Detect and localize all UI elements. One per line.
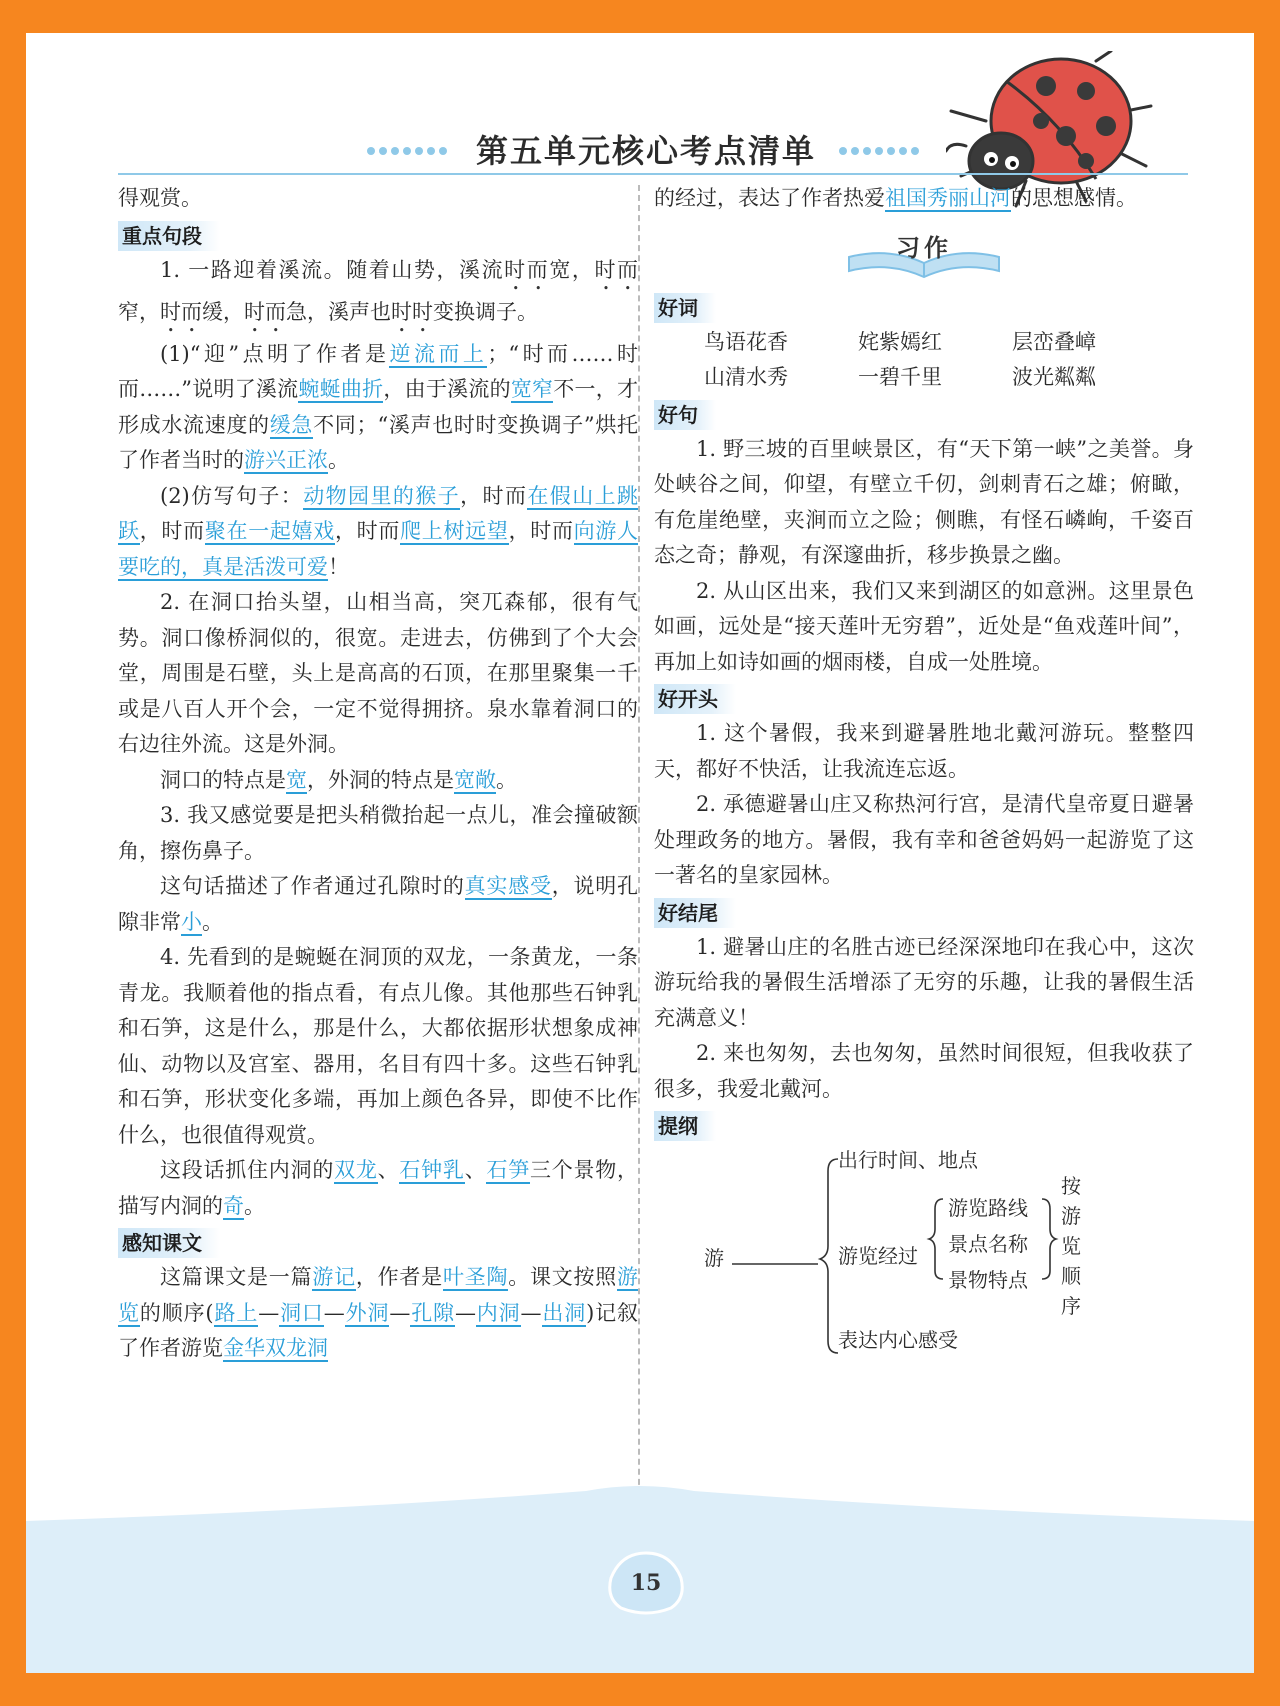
answer: 真实感受	[464, 874, 552, 898]
answer: 游记	[312, 1265, 356, 1289]
key-sentence-1: 1. 一路迎着溪流。随着山势，溪流时而宽，时而窄，时而缓，时而急，溪声也时时变换调子。	[118, 257, 639, 324]
answer: 向游人要吃的，真是活泼可爱	[118, 519, 639, 579]
good-sentence-1: 1. 野三坡的百里峡景区，有“天下第一峡”之美誉。身处峡谷之间，仰望，有壁立千仞，剑刺青石之雄；俯瞰，有危崖绝壁，夹涧而立之险；侧瞧，有怪石嶙峋，千姿百态之奇；静观，有深邃曲折，移步换景之幽。	[654, 436, 1194, 567]
right-column	[654, 181, 1194, 1361]
worksheet-page	[26, 33, 1254, 1673]
paragraph-carryover: 得观赏。	[118, 186, 202, 210]
header-dots-left	[366, 146, 456, 156]
word-item: 鸟语花香	[704, 329, 788, 354]
analysis-5: 这段话抓住内洞的双龙、石钟乳、石笋三个景物，描写内洞的奇。	[118, 1158, 639, 1218]
outline-diagram	[654, 1148, 1194, 1361]
good-opening-1: 1. 这个暑假，我来到避暑胜地北戴河游玩。整整四天，都好不快活，让我流连忘返。	[654, 721, 1194, 781]
column-divider	[638, 185, 640, 1545]
section-label-good-sentences: 好句	[654, 400, 716, 430]
page-title: 第五单元核心考点清单	[475, 132, 816, 170]
answer: 聚在一起嬉戏	[204, 519, 335, 543]
analysis-3: 洞口的特点是宽，外洞的特点是宽敞。	[160, 767, 517, 792]
answer: 小	[181, 909, 202, 934]
answer: 洞口	[279, 1300, 324, 1325]
answer: 奇	[223, 1193, 244, 1218]
answer: 金华双龙洞	[223, 1336, 328, 1360]
answer: 游览	[118, 1265, 639, 1325]
outline-root: 游	[704, 1246, 724, 1270]
good-opening-2: 2. 承德避暑山庄又称热河行宫，是清代皇帝夏日避暑处理政务的地方。暑假，我有幸和爸爸妈妈一起游览了这一著名的皇家园林。	[654, 792, 1194, 887]
analysis-2: (2)仿写句子：动物园里的猴子，时而在假山上跳跃，时而聚在一起嬉戏，时而爬上树远望，时而向游人要吃的，真是活泼可爱！	[118, 483, 639, 579]
word-item: 姹紫嫣红	[858, 329, 942, 354]
analysis-6-continued: 的经过，表达了作者热爱祖国秀丽山河的思想感情。	[654, 186, 1137, 210]
answer: 外洞	[344, 1300, 390, 1325]
page-number: 15	[630, 1570, 662, 1596]
key-sentence-4: 4. 先看到的是蜿蜒在洞顶的双龙，一条黄龙，一条青龙。我顺着他的指点看，有点儿像。其他那些石钟乳和石笋，这是什么，那是什么，大都依据形状想象成神仙、动物以及宫室、器用，名目有四十多。这些石钟乳和石笋，形状变化多端，再加上颜色各异，即使不比作什么，也很值得观赏。	[118, 945, 638, 1147]
section-label-good-words: 好词	[654, 293, 716, 323]
header-rule	[118, 173, 1188, 175]
good-words-grid	[654, 325, 1194, 396]
answer: 缓急	[269, 412, 314, 437]
outline-item-time-place: 出行时间、地点	[838, 1148, 978, 1172]
left-column	[118, 181, 638, 1367]
section-label-good-openings: 好开头	[654, 684, 736, 714]
answer: 在假山上跳跃	[118, 483, 639, 543]
outline-item-feelings: 表达内心感受	[838, 1328, 958, 1352]
outline-sub-features: 景物特点	[948, 1268, 1028, 1292]
word-item: 一碧千里	[858, 365, 942, 389]
answer: 蜿蜒曲折	[298, 377, 384, 401]
word-item: 山清水秀	[704, 365, 788, 389]
composition-heading: 习作	[654, 231, 1194, 279]
answer: 游兴正浓	[244, 448, 328, 472]
answer: 宽敞	[454, 767, 496, 792]
analysis-6: 这篇课文是一篇游记，作者是叶圣陶。课文按照游览的顺序(路上—洞口—外洞—孔隙—内洞—出洞)记叙了作者游览金华双龙洞	[118, 1265, 639, 1360]
good-sentence-2: 2. 从山区出来，我们又来到湖区的如意洲。这里景色如画，远处是“接天莲叶无穷碧”，近处是“鱼戏莲叶间”，再加上如诗如画的烟雨楼，自成一处胜境。	[654, 578, 1194, 674]
answer: 动物园里的猴子	[303, 483, 461, 508]
answer: 石钟乳	[399, 1158, 465, 1182]
answer: 孔隙	[410, 1300, 455, 1325]
good-ending-1: 1. 避暑山庄的名胜古迹已经深深地印在我心中，这次游玩给我的暑假生活增添了无穷的乐趣，让我的暑假生活充满意义！	[654, 934, 1194, 1030]
section-label-key-sentences: 重点句段	[118, 221, 220, 251]
answer: 石笋	[486, 1158, 530, 1182]
answer: 逆流而上	[389, 341, 488, 366]
answer: 宽	[286, 767, 307, 792]
answer: 祖国秀丽山河	[885, 186, 1011, 210]
word-item: 波光粼粼	[1012, 365, 1096, 389]
key-sentence-2: 2. 在洞口抬头望，山相当高，突兀森郁，很有气势。洞口像桥洞似的，很宽。走进去，仿佛到了个大会堂，周围是石壁，头上是高高的石顶，在那里聚集一千或是八百人开个会，一定不觉得拥挤。泉水靠着洞口的右边往外流。这是外洞。	[118, 590, 638, 756]
outline-order-label: 按 游 览 顺 序	[1061, 1174, 1081, 1318]
section-label-perceive-text: 感知课文	[118, 1228, 220, 1258]
outline-sub-route: 游览路线	[948, 1196, 1028, 1220]
header-dots-right	[838, 146, 928, 156]
outline-sub-spots: 景点名称	[948, 1232, 1028, 1256]
answer: 双龙	[334, 1158, 378, 1182]
answer: 出洞	[541, 1300, 587, 1325]
answer: 宽窄	[510, 377, 554, 401]
outline-item-process: 游览经过	[838, 1244, 918, 1268]
answer: 路上	[213, 1300, 259, 1325]
analysis-1: (1)“迎”点明了作者是逆流而上；“时而……时而……”说明了溪流蜿蜒曲折，由于溪流的宽窄不一，才形成水流速度的缓急不同；“溪声也时时变换调子”烘托了作者当时的游兴正浓。	[118, 341, 639, 472]
section-label-good-endings: 好结尾	[654, 898, 736, 928]
answer: 爬上树远望	[400, 519, 509, 543]
good-ending-2: 2. 来也匆匆，去也匆匆，虽然时间很短，但我收获了很多，我爱北戴河。	[654, 1041, 1194, 1101]
key-sentence-3: 3. 我又感觉要是把头稍微抬起一点儿，准会撞破额角，擦伤鼻子。	[118, 803, 638, 863]
answer: 内洞	[475, 1300, 521, 1325]
section-label-outline: 提纲	[654, 1111, 716, 1141]
analysis-4: 这句话描述了作者通过孔隙时的真实感受，说明孔隙非常小。	[118, 874, 639, 934]
answer: 叶圣陶	[442, 1265, 509, 1289]
word-item: 层峦叠嶂	[1012, 329, 1096, 354]
